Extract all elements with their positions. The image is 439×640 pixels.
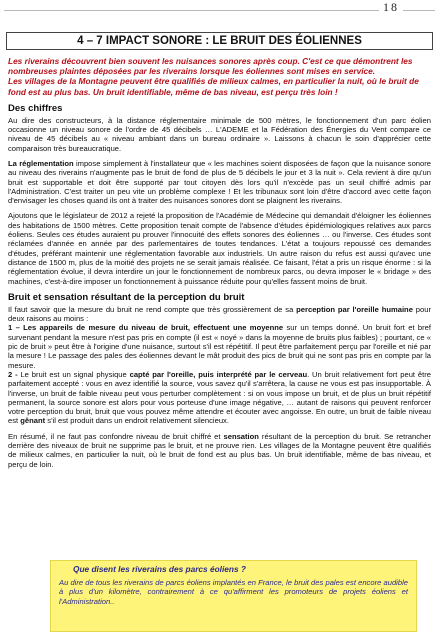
point-2	[8, 370, 431, 426]
mesure-text-a: Il faut savoir que la mesure du bruit ne rend compte que très grossièrement de sa	[8, 304, 297, 314]
point-1-bold: 1 – Les appareils de mesure du niveau de bruit, effectuent une moyenne	[8, 323, 284, 333]
paragraph-resume	[8, 432, 431, 469]
header-rule	[4, 10, 435, 11]
body-text	[8, 56, 431, 475]
mesure-text-c: pour deux raisons au moins :	[8, 304, 431, 324]
section-title: 4 – 7 IMPACT SONORE : LE BRUIT DES ÉOLIENNES	[6, 32, 433, 50]
riverains-callout-box	[50, 560, 417, 632]
point-1-text: sur un temps donné. Un bruit fort et bref survenant pendant la mesure n'est pas pris en compte (il est « noyé » dans la moyenne de bruits plus faibles) ; pourtant, ce « pic de bruit » peut être à l'origine d'une nuisance, surtout s'il est répétitif. Il peut être parfaitement perçu par l'oreille et nié par la mesure ! Le passage des pales des éoliennes devant le mât produit des pics de bruit qui ne sont pas pris en compte par la mesure.	[8, 323, 431, 370]
heading-bruit-sensation: Bruit et sensation résultant de la perception du bruit	[8, 291, 245, 303]
intro-line-3: Un bruit identifiable, même de bas niveau, est perçu très loin !	[92, 86, 338, 97]
paragraph-constructeurs: Au dire des constructeurs, à la distance réglementaire minimale de 500 mètres, le fonctionnement d'un parc éolien occasionne un niveau sonore de l'ordre de 45 décibels … L'ADEME et la Fédération des Énergies du Vent compare ce niveau de 45 décibels au « niveau ambiant dans un bureau ordinaire ». Laissons à chacun le soin d'apprécier cette comparaison très bureaucratique.	[8, 115, 431, 153]
reglementation-label: La réglementation	[8, 159, 74, 168]
point-1	[8, 323, 431, 369]
paragraph-reglementation	[8, 159, 431, 205]
callout-title: Que disent les riverains des parcs éoliens ?	[73, 564, 246, 574]
intro-line-1: Les riverains découvrent bien souvent les nuisances sonores après coup. C'est ce que démontrent les nombreuses plaintes déposées par les riverains lorsque les éoliennes sont mises en service.	[8, 56, 413, 77]
resume-text-a: En résumé, il ne faut pas confondre niveau de bruit chiffré et	[8, 431, 224, 441]
point-2-bold: capté par l'oreille, puis interprété par le cerveau	[129, 369, 308, 379]
resume-sensation: sensation	[223, 431, 259, 441]
paragraph-legislateur: Ajoutons que le législateur de 2012 a rejeté la proposition de l'Académie de Médecine qui demandait d'éloigner les éoliennes des habitations de 1500 mètres. Cette proposition tenait compte de l'absence d'études épidémiologiques relatives aux parcs éoliens. Seules ces études auraient pu prouver l'innocuité des effets sonores des éoliennes … ou l'inverse. Ces études sont réclamées d'année en année par des parlementaires de toutes tendances. L'état a toujours repoussé ces demandes d'études, préférant maintenir une réglementation favorable aux industriels. Un autre raison du refus est aussi qu'avec une distance de 1500 m, plus de la moitié des projets ne se serait jamais réalisée. Ce faisant, l'état a pris un risque énorme : si la réglementation évolue, il devra interdire un jour le fonctionnement de nombreux parcs, ou devra imposer le « bridage » des machines, c'est-à-dire imposer un fonctionnement à puissance réduite pour qu'elles fassent moins de bruit.	[8, 211, 431, 286]
page-number: 18	[379, 0, 403, 15]
point-2-genant: gênant	[20, 416, 46, 426]
point-2-number: 2 -	[8, 369, 21, 379]
mesure-text-bold: perception par l'oreille humaine	[296, 304, 413, 314]
callout-text: Au dire de tous les riverains de parcs éoliens implantés en France, le bruit des pales est encore audible à plus d'un kilomètre, contrairement à ce qu'affirment les promoteurs de projets éoliens et l'Administration..	[59, 578, 408, 606]
point-2-text-a: Le bruit est un signal physique	[20, 369, 130, 379]
intro-line-2: Les villages de la Montagne peuvent être qualifiés de milieux calmes, en particulier la nuit, où le bruit de fond est au plus bas.	[8, 76, 419, 97]
intro-paragraph	[8, 56, 431, 97]
resume-text-c: résultant de la perception du bruit. Se retrancher derrière des niveaux de bruit ne supprime pas le bruit, et ne prouve rien. Les villages de la Montagne peuvent être qualifiés de milieux calmes, en particulier la nuit, où le bruit de fond est au plus bas. Un bruit identifiable, même de bas niveau, et perçu de loin.	[8, 431, 431, 469]
paragraph-mesure	[8, 305, 431, 324]
reglementation-text: impose simplement à l'installateur que « les machines soient disposées de façon que la nuisance sonore au niveau des riverains n'augmente pas le bruit de fond de plus de 5 décibels le jour et 3 la nuit ». Cela revient à dire qu'un bruit est supportable et doit être supporté par tout citoyen dès lors qu'il n'excède pas un seuil chiffré admis par l'Administration. C'est traiter un peu vite un problème complexe ! Et les tribunaux sont loin d'être d'accord avec cette façon d'envisager les choses quand ils ont à traiter des nuisances sonores dont se plaignent les riverains.	[8, 159, 432, 206]
point-2-text-e: s'il est produit dans un endroit relativement silencieux.	[45, 416, 229, 426]
point-2-text-c: . Un bruit relativement fort peut être parfaitement accepté : vous en avez identifié la source, vous savez qu'il s'arrêtera, la cause ne vous est pas insupportable. À l'inverse, un bruit de faible niveau peut vous perturber complètement : si on vous impose un bruit, et de plus un bruit répétitif permanent, la source sonore est alors pour vous porteuse d'une image négative, … autant de raisons qui peuvent renforcer votre perception du bruit, bruit que vous pouvez même attendre et écouter avec angoisse. En outre, un bruit de faible niveau est	[8, 369, 431, 426]
heading-des-chiffres: Des chiffres	[8, 102, 63, 114]
